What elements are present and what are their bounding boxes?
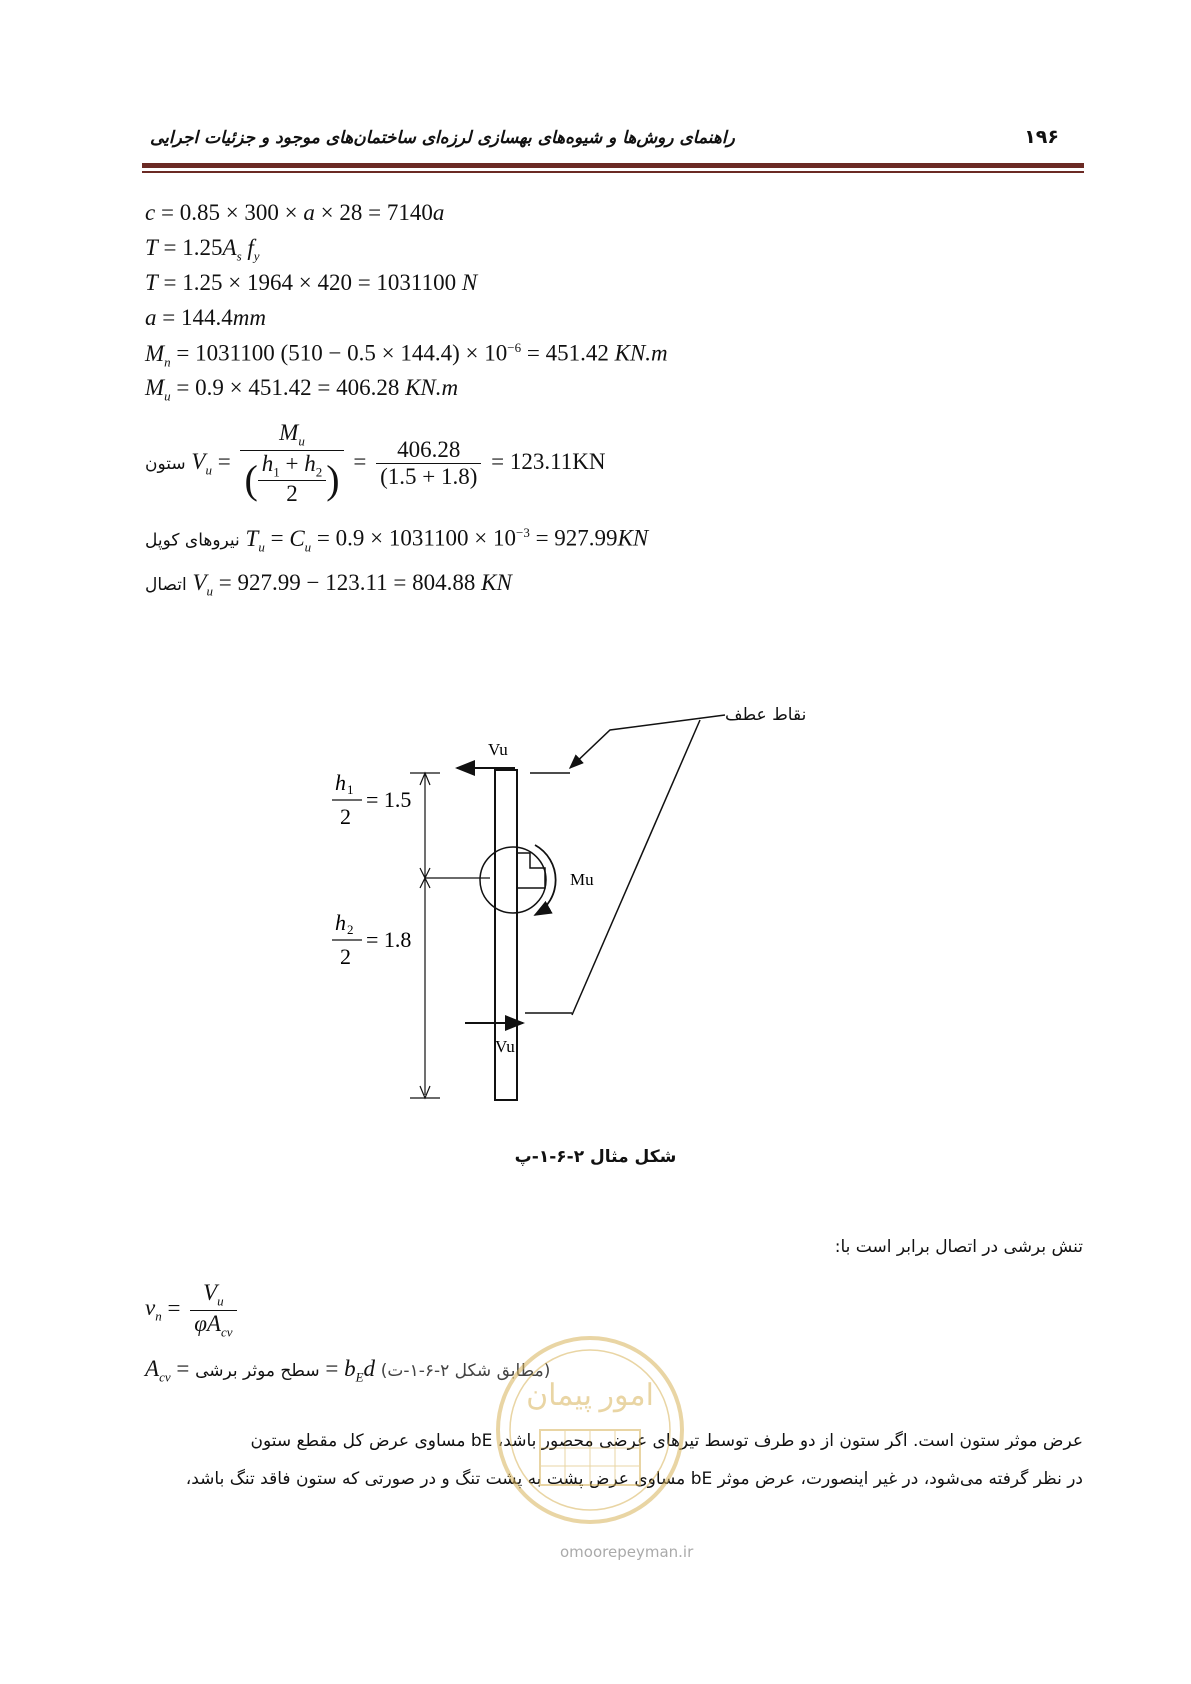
equation-tension-value: T = 1.25 × 1964 × 420 = 1031100 N <box>145 270 478 295</box>
equation-tension-formula: $T = 1.25A_s$ $f_y$ <box>145 235 260 264</box>
column-joint-diagram <box>335 690 860 1140</box>
equation-shear-stress: $v_n$ = $\frac{V_u}{\varphi A_{cv}}$ <box>145 1280 241 1340</box>
page-number: ۱۹۶ <box>1024 126 1059 148</box>
svg-text:h: h <box>335 910 346 935</box>
figure-caption: شکل مثال ۲-۶-۱-پ <box>514 1147 677 1167</box>
equation-ultimate-moment: $M_u = 0.9 \times 451.42 = 406.28$ KN.m <box>145 375 459 404</box>
watermark-logo <box>490 1330 690 1530</box>
equation-effective-area: $A_{cv}$ = سطح موثر برشی = $b_Ed$ (مطابق شکل ۲-۶-۱-ت) <box>145 1356 551 1385</box>
equation-compression: c = 0.85 × 300 × a × 28 = 7140a <box>145 200 445 225</box>
equation-nominal-moment: $M_n = 1031100$ $(510 - 0.5 \times 144.4) \times 10^{-6} = 451.42$ KN.m <box>145 340 668 370</box>
mu-label: Mu <box>570 870 594 889</box>
svg-text:2: 2 <box>347 922 354 937</box>
joint-circle <box>480 847 546 913</box>
svg-text:1: 1 <box>347 782 354 797</box>
equation-depth: a = 144.4mm <box>145 305 266 330</box>
svg-text:h: h <box>335 770 346 795</box>
paragraph-line-1: عرض موثر ستون است. اگر ستون از دو طرف توسط تیرهای عرضی محصور باشد، bE مساوی عرض کل مقطع ستون <box>250 1431 1083 1451</box>
moment-diagram-line <box>572 720 700 1015</box>
equation-joint-shear: اتصال $V_u = 927.99 - 123.11 = 804.88$ KN <box>145 570 512 599</box>
inflection-pointer <box>570 715 725 768</box>
shear-stress-intro: تنش برشی در اتصال برابر است با: <box>834 1237 1083 1257</box>
vu-bottom-label: Vu <box>495 1037 515 1056</box>
paragraph-line-2: در نظر گرفته می‌شود، در غیر اینصورت، عرض موثر bE مساوی عرض پشت به پشت تنگ و در صورتی که ستون فاقد تنگ باشد، <box>185 1469 1083 1489</box>
svg-text:2: 2 <box>340 944 351 969</box>
svg-text:امور پیمان: امور پیمان <box>526 1379 654 1412</box>
svg-text:2: 2 <box>340 804 351 829</box>
header-rule-thin <box>142 171 1084 173</box>
inflection-points-label: نقاط عطف <box>725 705 807 725</box>
h2-value: = 1.8 <box>366 927 412 952</box>
header-title: راهنمای روش‌ها و شیوه‌های بهسازی لرزه‌ای ساختمان‌های موجود و جزئیات اجرایی <box>150 128 735 148</box>
watermark-url: omoorepeyman.ir <box>560 1543 694 1561</box>
header-rule <box>142 163 1084 168</box>
vu-top-label: Vu <box>488 740 508 759</box>
equation-couple-forces: نیروهای کوپل $T_u = C_u = 0.9 \times 1031100 \times 10^{-3} = 927.99KN$ <box>145 525 649 555</box>
h1-value: = 1.5 <box>366 787 412 812</box>
equation-column-shear: ستون $V_u$ = $M_u$ ( $\frac{h_1 + h_2}{2}$ ) = $\frac{406.28}{(1.5 + 1.8)}$ = 123.11KN <box>145 420 606 507</box>
